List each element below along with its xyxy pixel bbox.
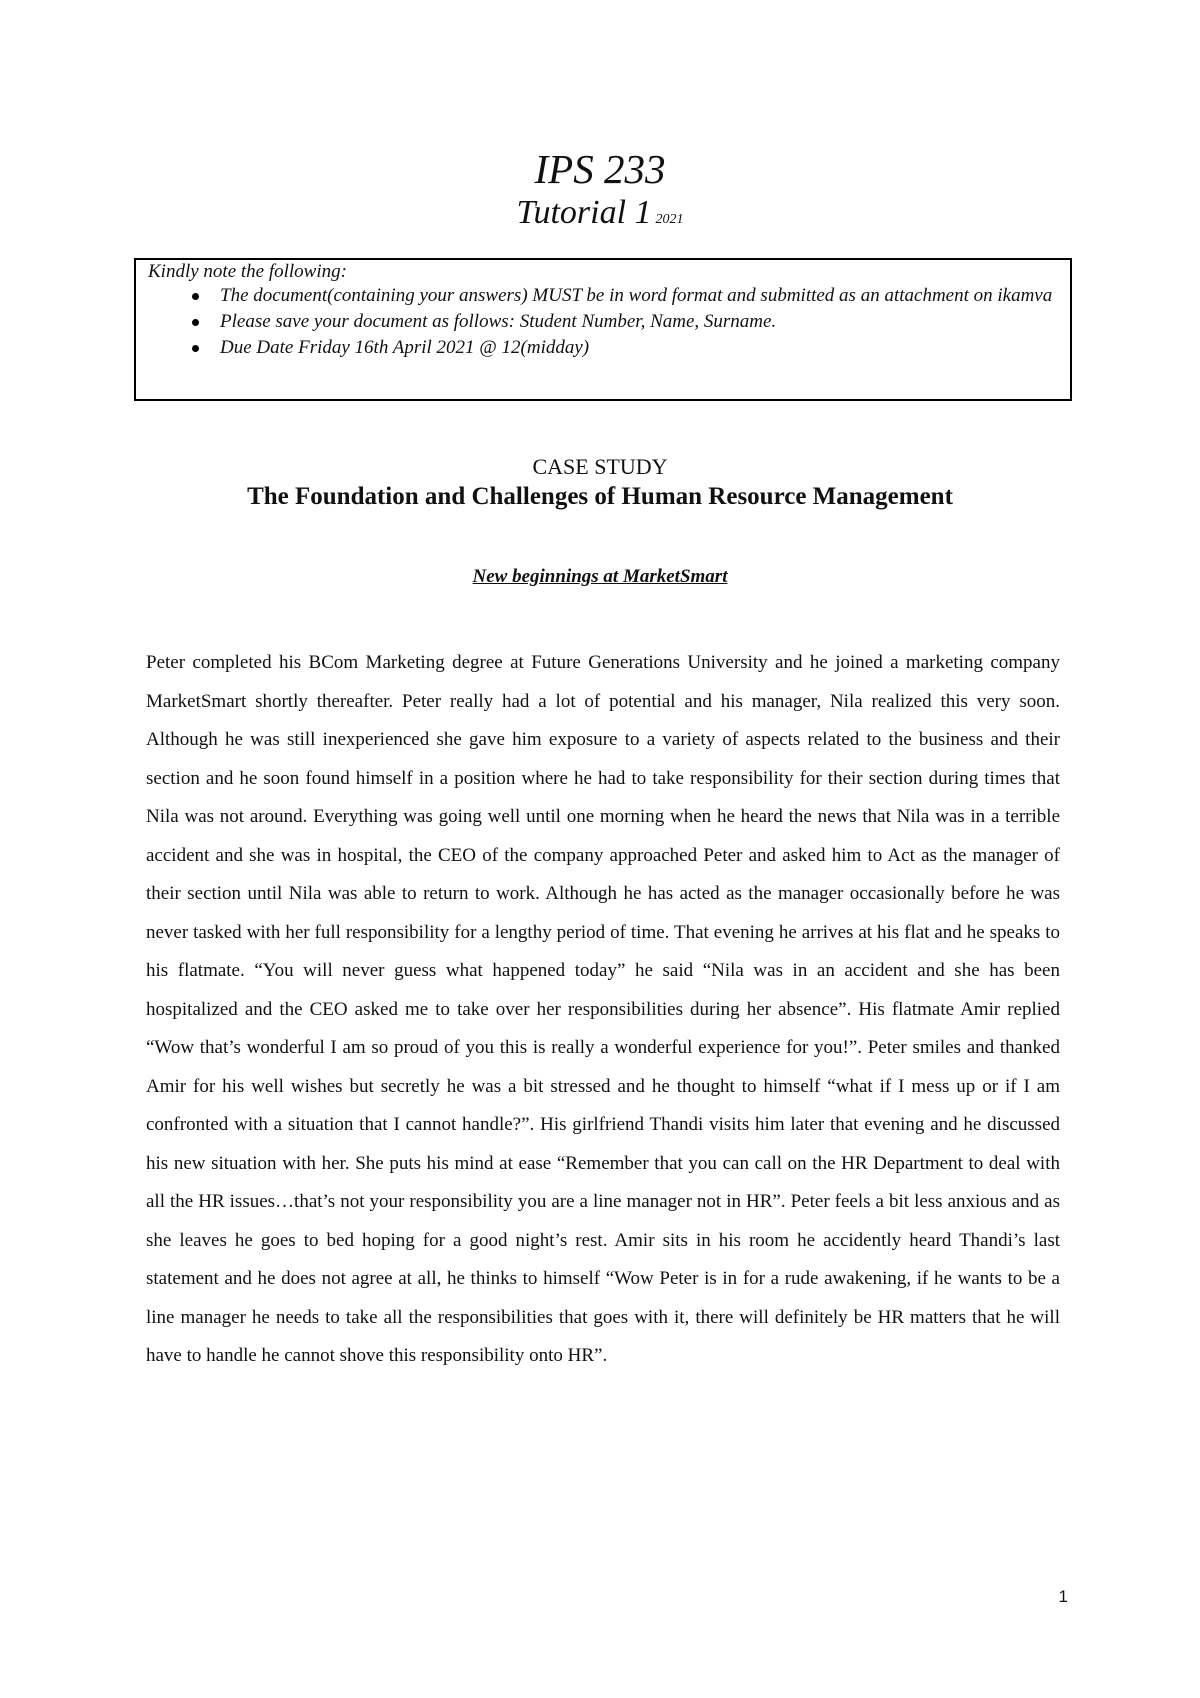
notice-item-text: The document(containing your answers) MUST be in word format and submitted as an attachment on ikamva xyxy=(220,285,1053,306)
page-number: 1 xyxy=(1058,1587,1068,1606)
case-study-label: CASE STUDY xyxy=(532,454,668,479)
course-code-title: IPS 233 xyxy=(534,146,666,192)
case-study-title: The Foundation and Challenges of Human Resource Management xyxy=(247,483,953,510)
notice-heading: Kindly note the following: xyxy=(148,261,347,282)
bullet-icon xyxy=(192,319,199,326)
notice-item-text: Due Date Friday 16th April 2021 @ 12(midday) xyxy=(220,337,590,358)
bullet-icon xyxy=(192,345,199,352)
notice-item xyxy=(148,336,1056,360)
section-heading: New beginnings at MarketSmart xyxy=(472,566,728,587)
notice-item xyxy=(148,284,1056,308)
notice-list xyxy=(148,284,1056,360)
notice-item-text: Please save your document as follows: Student Number, Name, Surname. xyxy=(220,311,777,332)
tutorial-year: 2021 xyxy=(655,212,684,227)
bullet-icon xyxy=(192,293,199,300)
tutorial-title-line xyxy=(0,193,1200,233)
notice-item xyxy=(148,310,1056,334)
case-study-body: Peter completed his BCom Marketing degree at Future Generations University and he joined a marketing company MarketSmart shortly thereafter. Peter really had a lot of potential and his manager, Nila realized this very soon. Although he was still inexperienced she gave him exposure to a variety of aspects related to the business and their section and he soon found himself in a position where he had to take responsibility for their section during times that Nila was not around. Everything was going well until one morning when he heard the news that Nila was in a terrible accident and she was in hospital, the CEO of the company approached Peter and asked him to Act as the manager of their section until Nila was able to return to work. Although he has acted as the manager occasionally before he was never tasked with her full responsibility for a lengthy period of time. That evening he arrives at his flat and he speaks to his flatmate. “You will never guess what happened today” he said “Nila was in an accident and she has been hospitalized and the CEO asked me to take over her responsibilities during her absence”. His flatmate Amir replied “Wow that’s wonderful I am so proud of you this is really a wonderful experience for you!”. Peter smiles and thanked Amir for his well wishes but secretly he was a bit stressed and he thought to himself “what if I mess up or if I am confronted with a situation that I cannot handle?”. His girlfriend Thandi visits him later that evening and he discussed his new situation with her. She puts his mind at ease “Remember that you can call on the HR Department to deal with all the HR issues…that’s not your responsibility you are a line manager not in HR”. Peter feels a bit less anxious and as she leaves he goes to bed hoping for a good night’s rest. Amir sits in his room he accidently heard Thandi’s last statement and he does not agree at all, he thinks to himself “Wow Peter is in for a rude awakening, if he wants to be a line manager he needs to take all the responsibilities that goes with it, there will definitely be HR matters that he will have to handle he cannot shove this responsibility onto HR”. xyxy=(146,652,1060,1366)
notice-box xyxy=(134,258,1072,401)
tutorial-title: Tutorial 1 xyxy=(516,194,652,231)
